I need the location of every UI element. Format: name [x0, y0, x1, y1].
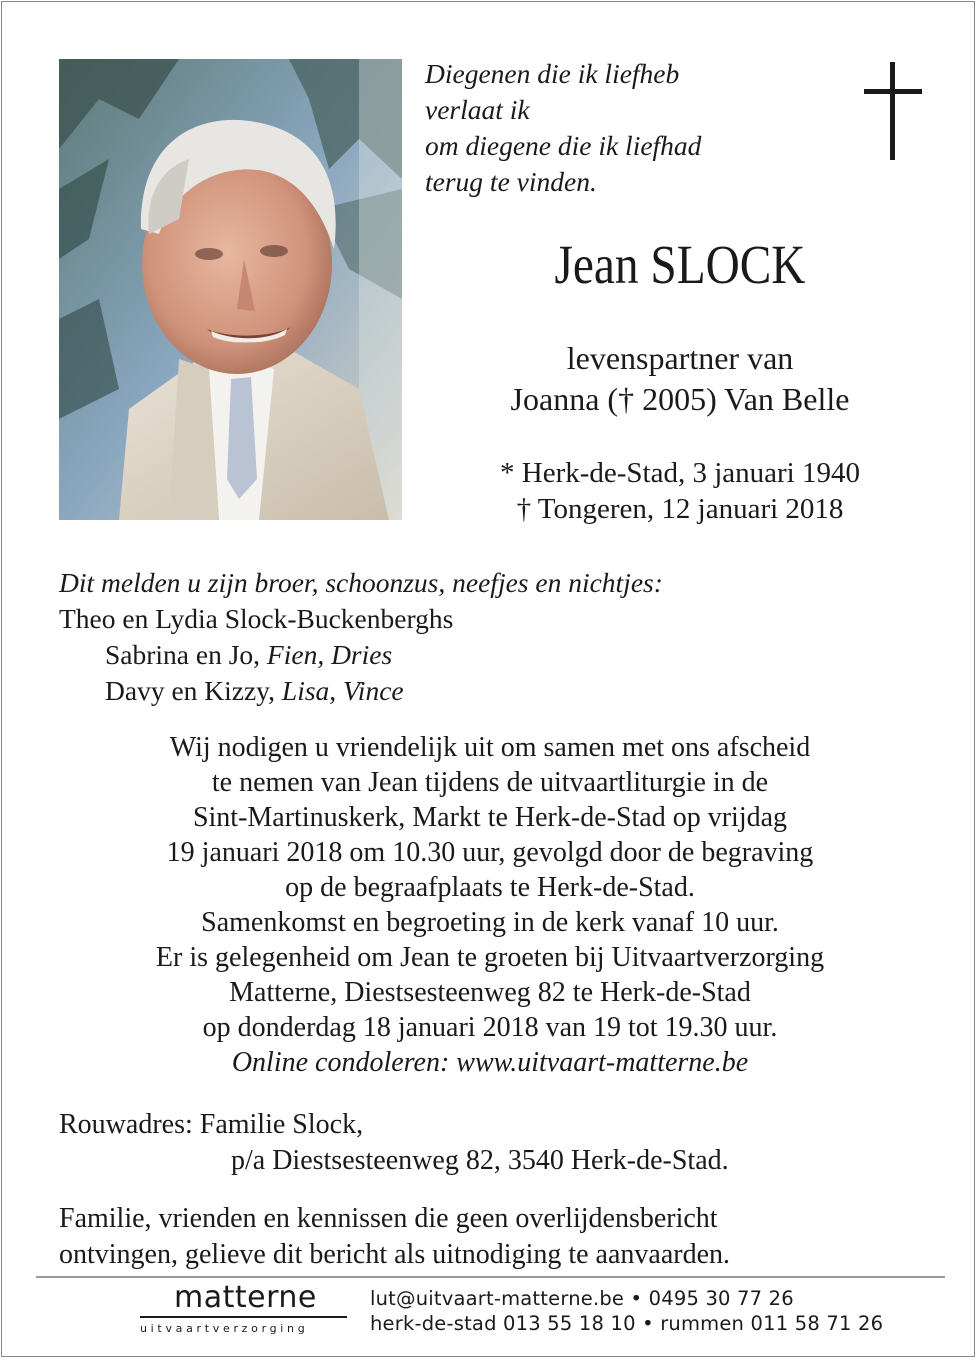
invitation-line: op de begraafplaats te Herk-de-Stad. [285, 872, 695, 903]
company-logo-subtitle: uitvaartverzorging [140, 1322, 309, 1335]
family-line [59, 673, 663, 709]
partner-info [415, 338, 945, 420]
footer-contact [370, 1286, 883, 1336]
poem-line: verlaat ik [425, 94, 530, 125]
contact-line: herk-de-stad 013 55 18 10 • rummen 011 58 71 26 [370, 1312, 884, 1335]
poem [425, 56, 701, 200]
invitation-line: Er is gelegenheid om Jean te groeten bij Uitvaartverzorging [155, 942, 825, 973]
poem-line: Diegenen die ik liefheb [425, 58, 680, 89]
invitation-line: Samenkomst en begroeting in de kerk vanaf 10 uur. [201, 907, 779, 938]
partner-name: Joanna († 2005) Van Belle [510, 381, 850, 417]
address-line: Rouwadres: Familie Slock, [59, 1109, 364, 1140]
logo-underline [140, 1316, 347, 1318]
invitation-line: 19 januari 2018 om 10.30 uur, gevolgd door de begraving [166, 837, 814, 868]
deceased-name: Jean SLOCK [554, 234, 806, 295]
family-children: Lisa, Vince [281, 675, 404, 706]
cross-icon [864, 62, 922, 160]
company-logo: matterne [174, 1280, 317, 1315]
portrait-photo [59, 59, 402, 520]
family-children: Fien, Dries [266, 639, 393, 670]
birth-date: * Herk-de-Stad, 3 januari 1940 [500, 457, 860, 489]
family-list [59, 565, 663, 709]
mourning-address [59, 1107, 729, 1179]
notice-text [59, 1201, 730, 1273]
life-dates [415, 455, 945, 527]
invitation-line: te nemen van Jean tijdens de uitvaartliturgie in de [211, 767, 769, 798]
poem-line: terug te vinden. [425, 166, 597, 197]
address-line: p/a Diestsesteenweg 82, 3540 Herk-de-Stad. [231, 1145, 729, 1176]
notice-line: ontvingen, gelieve dit bericht als uitnodiging te aanvaarden. [59, 1239, 731, 1270]
invitation-line: Wij nodigen u vriendelijk uit om samen met ons afscheid [169, 732, 811, 763]
notice-line: Familie, vrienden en kennissen die geen overlijdensbericht [59, 1203, 718, 1234]
invitation-line: Sint-Martinuskerk, Markt te Herk-de-Stad op vrijdag [192, 802, 788, 833]
family-line: Theo en Lydia Slock-Buckenberghs [59, 603, 454, 634]
family-names: Davy en Kizzy, [105, 675, 282, 706]
footer-divider [36, 1276, 945, 1278]
family-names: Sabrina en Jo, [105, 639, 267, 670]
invitation-line: op donderdag 18 januari 2018 van 19 tot 19.30 uur. [202, 1012, 778, 1043]
invitation-line: Matterne, Diestsesteenweg 82 te Herk-de-Stad [229, 977, 751, 1008]
poem-line: om diegene die ik liefhad [425, 130, 702, 161]
family-lead: Dit melden u zijn broer, schoonzus, neefjes en nichtjes: [59, 567, 663, 598]
death-date: † Tongeren, 12 januari 2018 [516, 493, 844, 525]
contact-line[interactable]: lut@uitvaart-matterne.be • 0495 30 77 26 [370, 1287, 794, 1310]
online-condolence-link[interactable]: Online condoleren: www.uitvaart-matterne.be [231, 1047, 749, 1078]
partner-line: levenspartner van [566, 340, 794, 376]
invitation-text [40, 730, 940, 1080]
family-line [59, 637, 663, 673]
